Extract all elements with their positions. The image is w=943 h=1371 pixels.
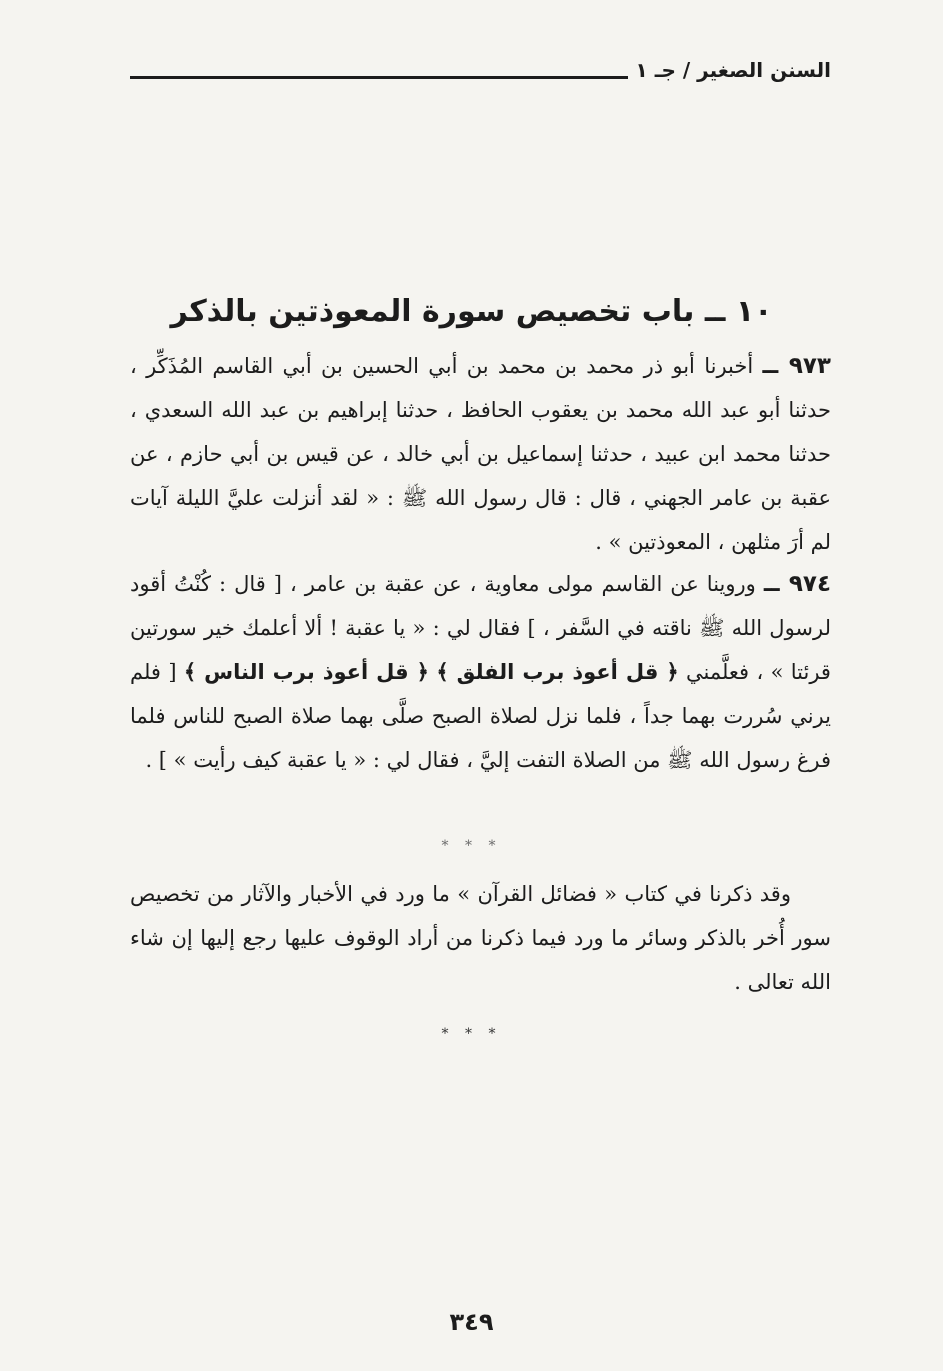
quran-verse-nas: ﴿ قل أعوذ برب الناس ﴾ xyxy=(183,660,429,684)
section-separator: * * * xyxy=(441,1026,502,1042)
running-header xyxy=(130,52,831,88)
hadith-text-after: [ فلم يرني سُررت بهما جداً ، فلما نزل لصلاة الصبح صلَّى بهما صلاة الصبح للناس فلما فرغ رسول الله ﷺ من الصلاة التفت إليَّ ، فقال لي : « يا عقبة كيف رأيت » ] . xyxy=(130,660,831,772)
running-title: السنن الصغير / جـ ١ xyxy=(635,58,831,82)
hadith-974 xyxy=(130,562,831,782)
hadith-text-before: وروينا عن القاسم مولى معاوية ، عن عقبة بن عامر ، [ قال : كُنْتُ أقود لرسول الله ﷺ ناقته في السَّفر ، ] فقال لي : « يا عقبة ! ألا أعلمك خير سورتين قرئتا » ، فعلَّمني xyxy=(130,572,831,684)
closing-note: وقد ذكرنا في كتاب « فضائل القرآن » ما ورد في الأخبار والآثار من تخصيص سور أُخر بالذكر وسائر ما ورد فيما ذكرنا من أراد الوقوف عليها رجع إليها إن شاء الله تعالى . xyxy=(130,882,831,994)
hadith-text: أخبرنا أبو ذر محمد بن محمد بن أبي الحسين بن أبي القاسم المُذَكِّر ، حدثنا أبو عبد الله محمد بن يعقوب الحافظ ، حدثنا إبراهيم بن عبد الله السعدي ، حدثنا محمد ابن عبيد ، حدثنا إسماعيل بن أبي خالد ، عن قيس بن أبي حازم ، عن عقبة بن عامر الجهني ، قال : قال رسول الله ﷺ : « لقد أنزلت عليَّ الليلة آيات لم أرَ مثلهن ، المعوذتين » . xyxy=(130,354,831,554)
hadith-number: ٩٧٣ ــ xyxy=(762,353,831,379)
header-rule xyxy=(130,76,628,79)
hadith-973 xyxy=(130,344,831,564)
page-number: ٣٤٩ xyxy=(449,1308,494,1336)
chapter-heading: ١٠ ــ باب تخصيص سورة المعوذتين بالذكر xyxy=(170,294,773,329)
quran-verse-falaq: ﴿ قل أعوذ برب الفلق ﴾ xyxy=(436,660,679,684)
hadith-number: ٩٧٤ ــ xyxy=(763,571,832,597)
section-separator: * * * xyxy=(441,838,502,854)
